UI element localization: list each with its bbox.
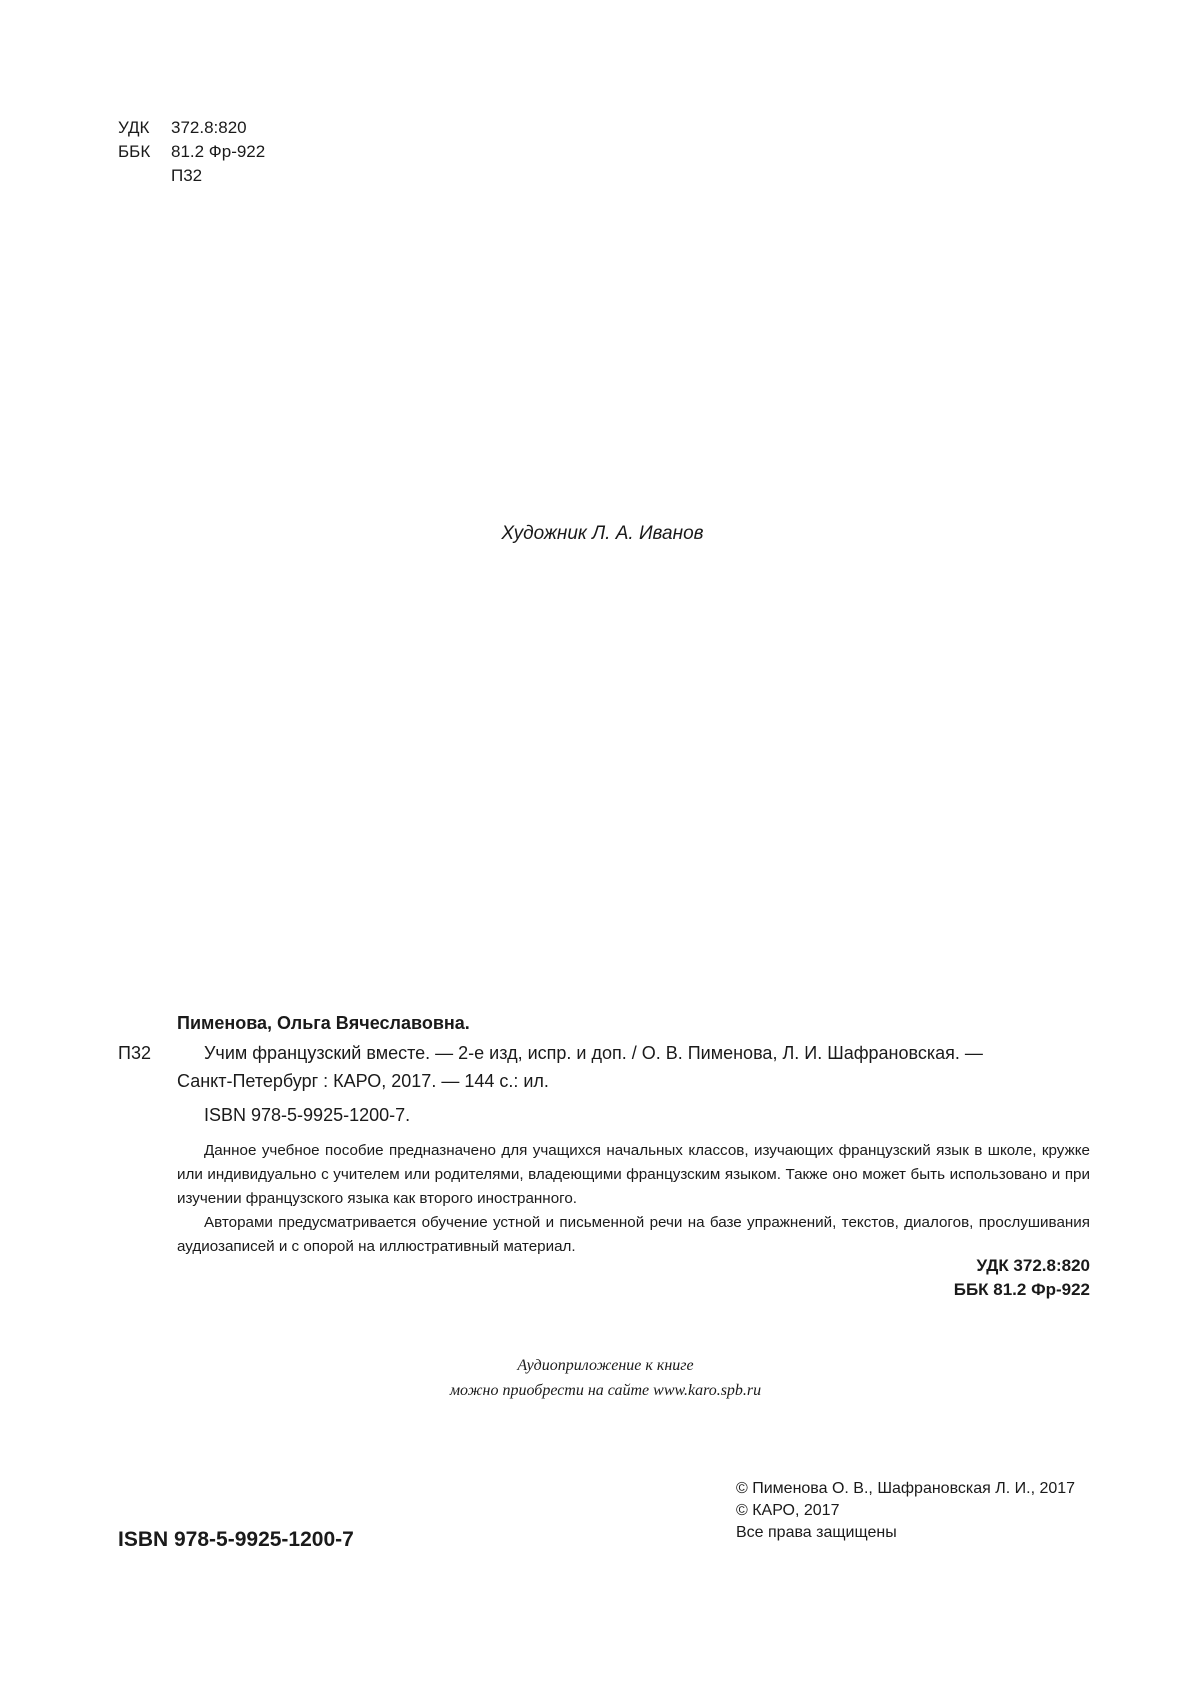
annotation <box>177 1139 1090 1259</box>
isbn-main: ISBN 978-5-9925-1200-7 <box>118 1528 354 1551</box>
index-bbk: ББК 81.2 Фр-922 <box>953 1280 1090 1299</box>
udc-label: УДК <box>118 118 150 137</box>
bib-code: П32 <box>118 1043 151 1063</box>
author-heading: Пименова, Ольга Вячеславовна. <box>177 1013 470 1033</box>
index-udc: УДК 372.8:820 <box>976 1256 1090 1275</box>
bbk-label: ББК <box>118 142 151 161</box>
audio-note-line-1: Аудиоприложение к книге <box>517 1357 694 1374</box>
copyright-line-3: Все права защищены <box>736 1524 897 1541</box>
annotation-paragraph-2: Авторами предусматривается обучение устной и письменной речи на базе упражнений, текстов, диалогов, прослушивания аудиозаписей и с опорой на иллюстративный материал. <box>177 1214 1090 1255</box>
bib-line-1: Учим французский вместе. — 2-е изд, испр. и доп. / О. В. Пименова, Л. И. Шафрановская. — <box>204 1043 983 1063</box>
bbk-value: 81.2 Фр-922 <box>171 142 266 161</box>
artist-credit: Художник Л. А. Иванов <box>501 523 704 544</box>
author-sign: П32 <box>171 166 203 185</box>
annotation-paragraph-1: Данное учебное пособие предназначено для учащихся начальных классов, изучающих французский язык в школе, кружке или индивидуально с учителем или родителями, владеющими французским языком. Также оно может быть использовано и при изучении французского языка как второго иностранного. <box>177 1142 1090 1207</box>
udc-value: 372.8:820 <box>171 118 247 137</box>
udc-row <box>0 116 400 140</box>
bib-isbn: ISBN 978-5-9925-1200-7. <box>204 1105 411 1125</box>
author-sign-row <box>0 164 400 188</box>
bib-line-2: Санкт-Петербург : КАРО, 2017. — 144 с.: ил. <box>177 1071 549 1091</box>
copyright-line-2: © КАРО, 2017 <box>736 1502 840 1519</box>
audio-note-line-2: можно приобрести на сайте www.karo.spb.ru <box>449 1382 762 1399</box>
copyright-line-1: © Пименова О. В., Шафрановская Л. И., 2017 <box>736 1480 1076 1497</box>
bbk-row <box>0 140 400 164</box>
